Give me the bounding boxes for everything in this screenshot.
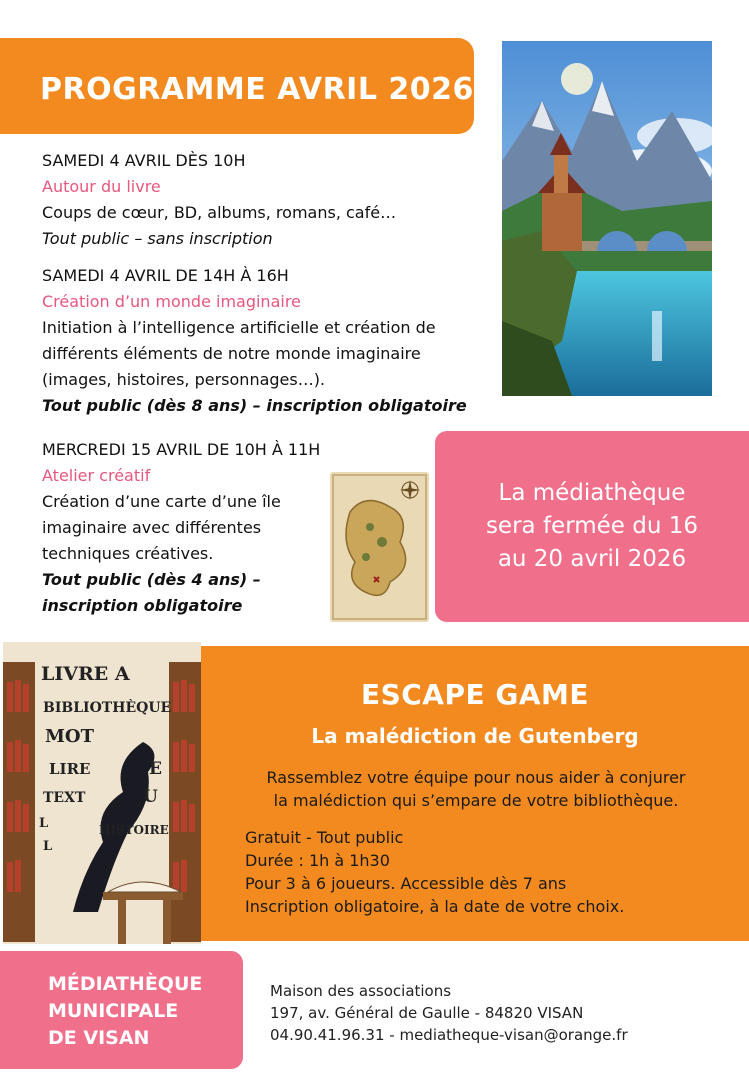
books-word: L: [39, 816, 49, 831]
books-word: BIBLIOTHÈQUE: [43, 700, 172, 716]
books-word: LIRE: [49, 760, 91, 778]
library-name-line: MUNICIPALE: [48, 1000, 179, 1022]
books-word: MOT: [45, 726, 94, 747]
library-name: [48, 971, 202, 1052]
event-title: Création d’un monde imaginaire: [42, 292, 301, 311]
library-name-block: [0, 951, 243, 1069]
event-description: Coups de cœur, BD, albums, romans, café…: [42, 203, 397, 222]
event-description-line: Création d’une carte d’une île: [42, 492, 281, 511]
escape-title: ESCAPE GAME: [360, 678, 590, 711]
books-word: HISTOIRE: [99, 823, 169, 837]
event-title: Atelier créatif: [42, 466, 151, 485]
page-title: PROGRAMME AVRIL 2026: [40, 72, 474, 107]
address-line: 197, av. Général de Gaulle - 84820 VISAN: [270, 1004, 584, 1022]
library-address: [270, 980, 628, 1046]
contact-line: 04.90.41.96.31 - mediatheque-visan@orange.fr: [270, 1026, 628, 1044]
event-note: Tout public – sans inscription: [42, 229, 273, 248]
library-books-illustration: [3, 642, 201, 944]
books-word: LIVRE A: [41, 663, 130, 685]
event-description-line: imaginaire avec différentes: [42, 518, 262, 537]
event-description-line: (images, histoires, personnages…).: [42, 370, 326, 389]
escape-subtitle: La malédiction de Gutenberg: [311, 724, 639, 748]
treasure-map-illustration: [330, 472, 429, 622]
escape-game-section: [201, 646, 749, 941]
escape-info-line: Inscription obligatoire, à la date de votre choix.: [245, 897, 625, 916]
library-name-line: MÉDIATHÈQUE: [48, 973, 203, 995]
closure-line: La médiathèque: [498, 480, 686, 506]
library-name-line: DE VISAN: [48, 1027, 150, 1049]
event-description-line: techniques créatives.: [42, 544, 214, 563]
event-date: MERCREDI 15 AVRIL DE 10H À 11H: [42, 440, 321, 459]
event-monde-imaginaire: [42, 263, 482, 419]
event-atelier-creatif: [42, 437, 322, 619]
event-title: Autour du livre: [42, 177, 161, 196]
event-note-line: inscription obligatoire: [42, 596, 243, 615]
escape-description-line: la malédiction qui s’empare de votre bibliothèque.: [273, 791, 679, 810]
escape-description: [231, 766, 721, 812]
event-date: SAMEDI 4 AVRIL DÈS 10H: [42, 151, 246, 170]
address-line: Maison des associations: [270, 982, 452, 1000]
books-word: U: [143, 787, 158, 807]
closure-line: au 20 avril 2026: [497, 546, 687, 572]
escape-info: [245, 826, 735, 918]
event-description-line: Initiation à l’intelligence artificielle et création de: [42, 318, 436, 337]
books-word: TEXT: [43, 790, 86, 806]
closure-line: sera fermée du 16: [485, 513, 699, 539]
title-banner: [0, 38, 474, 134]
event-date: SAMEDI 4 AVRIL DE 14H À 16H: [42, 266, 289, 285]
fantasy-landscape-illustration: [502, 41, 712, 396]
escape-info-line: Gratuit - Tout public: [245, 828, 404, 847]
event-note-line: Tout public (dès 4 ans) –: [42, 570, 261, 589]
escape-description-line: Rassemblez votre équipe pour nous aider à conjurer: [266, 768, 686, 787]
event-description-line: différents éléments de notre monde imaginaire: [42, 344, 421, 363]
closure-text: [457, 477, 727, 576]
escape-info-line: Durée : 1h à 1h30: [245, 851, 390, 870]
books-word: E: [149, 759, 162, 779]
event-autour-du-livre: [42, 148, 482, 252]
escape-info-line: Pour 3 à 6 joueurs. Accessible dès 7 ans: [245, 874, 567, 893]
event-note: Tout public (dès 8 ans) – inscription obligatoire: [42, 396, 467, 415]
closure-notice: [435, 431, 749, 622]
books-word: L: [43, 839, 53, 854]
